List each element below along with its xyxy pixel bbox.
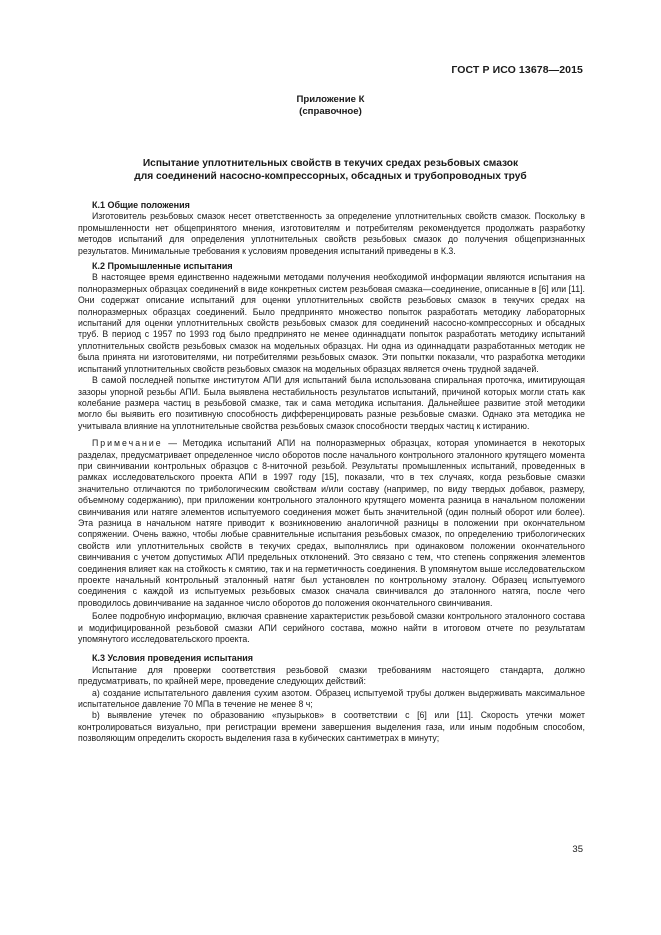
annex-title: Приложение К <box>296 94 365 105</box>
paragraph: Изготовитель резьбовых смазок несет ответственность за определение уплотнительных свойств смазок. Поскольку в промышленности нет общепринятого мнения, изготовителям и потребителям рекомендуется продолжать разработку методов испытаний для определения уплотнительных свойств резьбовых смазок до получения общепризнанных результатов. Минимальные требования к условиям проведения испытаний приведены в К.3. <box>78 211 585 256</box>
paragraph: В самой последней попытке институтом АПИ для испытаний была использована спиральная проточка, имитирующая зазоры упорной резьбы АПИ. Была выявлена нестабильность результатов испытаний, причиной которых могли стать как колебание размера частиц в резьбовой смазке, так и сама методика испытания. Дальнейшее развитие этой методики могло бы выявить его позитивную способность дифференцировать разные резьбовые смазки. Однако эта методика не учитывала влияние на уплотнительные свойства резьбовых смазок способности твердых частиц к истиранию. <box>78 375 585 431</box>
page-number: 35 <box>572 844 583 855</box>
note-text: — Методика испытаний АПИ на полноразмерных образцах, которая упоминается в некоторых разделах, предусматривает определенное число оборотов после начального контрольного эталонного крутящего момента при свинчивании контрольных образцов с 8-ниточной резьбой. Результаты промышленных испытаний, проведенных в рамках исследовательского проекта АПИ в 1997 году [15], показали, что в тех случаях, когда резьбовые смазки значительно отличаются по трибологическим свойствам и/или составу (например, по виду твердых добавок, размеру, объемному содержанию), при приложении контрольного эталонного крутящего момента разница в начальном положении свинчивания или натяге элементов испытуемого соединения может быть значительной (один полный оборот или более). Эта разница в начальном натяге приводит к возникновению аналогичной разницы в положении при окончательном сопряжении. Очень важно, чтобы любые сравнительные испытания резьбовых смазок, по определению трибологических свойств или уплотнительных свойств в текучих средах, выполнялись при одинаковом положении окончательного свинчивания с учетом допустимых АПИ предельных отклонений. Это связано с тем, что степень сопряжения элементов соединения влияет как на стойкость к смятию, так и на герметичность соединения. В упомянутом выше исследовательском проекте начальный контрольный эталонный натяг был установлен по контрольному эталону. Образец испытуемого соединения с каждой из испытуемых резьбовых смазок сначала свинчивался до эталонного натяга, после чего проводилось довинчивание на заданное число оборотов до положения окончательного свинчивания. <box>78 438 585 608</box>
section-heading-k3: К.3 Условия проведения испытания <box>92 653 254 664</box>
section-heading-k1: К.1 Общие положения <box>92 200 190 210</box>
note-paragraph <box>78 438 585 609</box>
paragraph: Испытание для проверки соответствия резьбовой смазки требованиям настоящего стандарта, должно предусматривать, по крайней мере, проведение следующих действий: <box>78 664 585 687</box>
paragraph: В настоящее время единственно надежными методами получения необходимой информации являются испытания на полноразмерных образцах соединений в виде конкретных систем резьбовая смазка—соединение, описанные в [6] или [11]. Они содержат описание испытаний для оценки уплотнительных свойств резьбовых смазок в текучих средах на полноразмерных образцах соединений. Было предпринято множество попыток разработать методику лабораторных испытаний для оценки уплотнительных свойств резьбовых смазок для соединений насосно-компрессорных и обсадных труб. В период с 1957 по 1993 год было предпринято не менее одиннадцати попыток разработать методику испытаний уплотнительных свойств резьбовых смазок на модельных образцах. Ни одна из одиннадцати разработанных методик не была принята ни изготовителями, ни потребителями резьбовых смазок. Эти попытки показали, что разработка методики испытаний уплотнительных свойств резьбовых смазок на модельных образцах является очень трудной задачей. <box>78 272 585 374</box>
document-body <box>78 200 585 745</box>
annex-heading <box>0 94 661 118</box>
title-line-2: для соединений насосно-компрессорных, обсадных и трубопроводных труб <box>134 171 527 182</box>
section-heading-k2: К.2 Промышленные испытания <box>92 261 233 272</box>
annex-type: (справочное) <box>299 106 362 117</box>
list-item-a: а) создание испытательного давления сухим азотом. Образец испытуемой трубы должен выдерживать максимальное испытательное давление 70 МПа в течение не менее 8 ч; <box>78 687 585 710</box>
paragraph: Более подробную информацию, включая сравнение характеристик резьбовой смазки контрольного эталонного состава и модифицированной резьбовой смазки АПИ серийного состава, можно найти в итоговом отчете по результатам упомянутого исследовательского проекта. <box>78 611 585 645</box>
note-label: Примечание <box>92 438 163 449</box>
list-item-b: b) выявление утечек по образованию «пузырьков» в соответствии с [6] или [11]. Скорость утечки может контролироваться визуально, при регистрации времени завершения выделения газа, или иным подобным способом, позволяющим определить скорость выделения газа в кубических сантиметрах в минуту; <box>78 710 585 744</box>
standard-header: ГОСТ Р ИСО 13678—2015 <box>451 64 583 76</box>
document-title <box>0 157 661 183</box>
title-line-1: Испытание уплотнительных свойств в текучих средах резьбовых смазок <box>142 158 519 169</box>
